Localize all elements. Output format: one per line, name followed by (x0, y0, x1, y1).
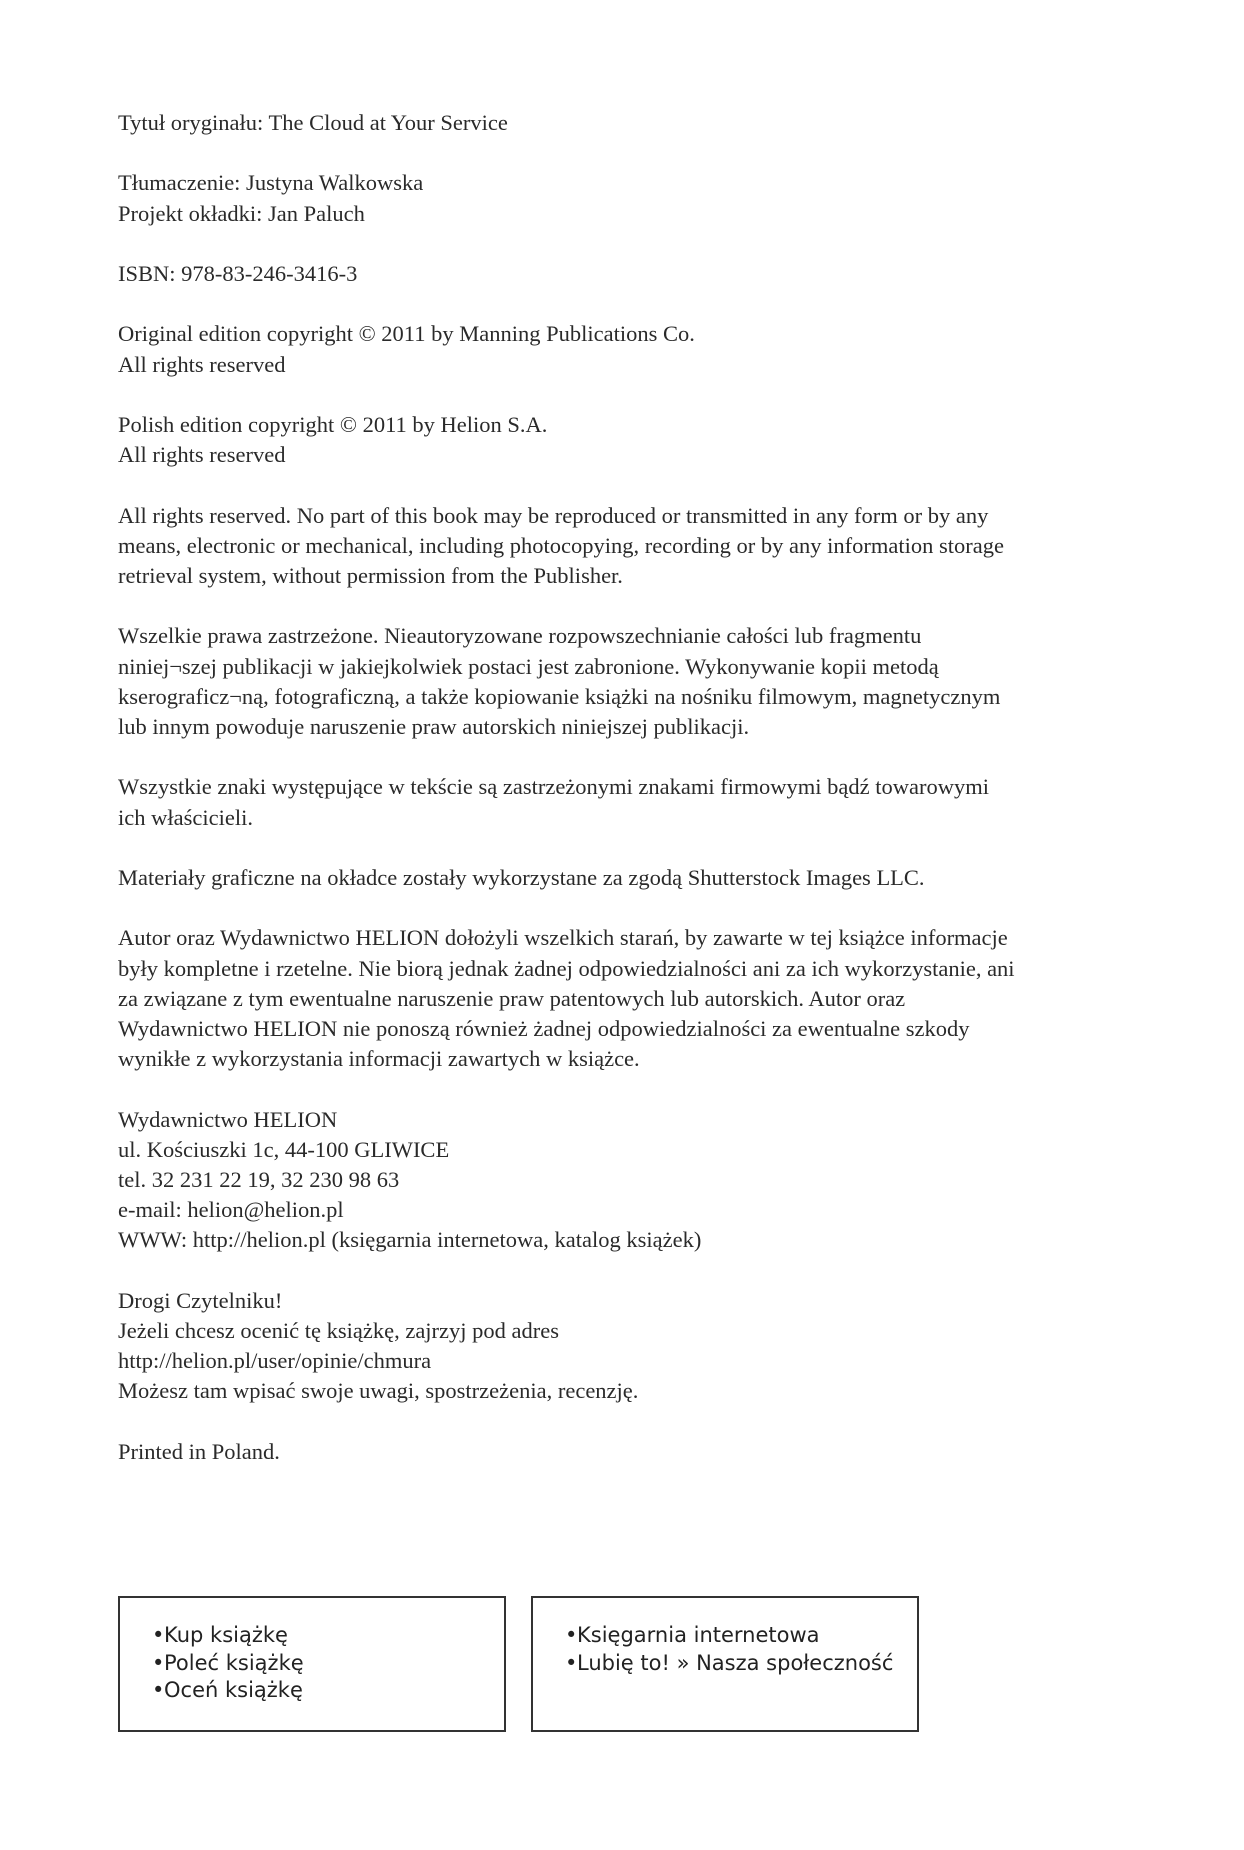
store-links-list (565, 1622, 893, 1677)
polish-copyright-block (118, 410, 1178, 470)
publisher-name: Wydawnictwo HELION (118, 1106, 338, 1132)
recommend-book-link[interactable] (152, 1650, 304, 1678)
online-bookstore-link[interactable] (565, 1622, 893, 1650)
text-line: były kompletne i rzetelne. Nie biorą jednak żadnej odpowiedzialności ani za ich wykorzystanie, ani (118, 955, 1015, 981)
text-line: Wszelkie prawa zastrzeżone. Nieautoryzowane rozpowszechnianie całości lub fragmentu (118, 623, 922, 649)
buy-book-link[interactable] (152, 1622, 304, 1650)
text-line: All rights reserved. No part of this book may be reproduced or transmitted in any form or by any (118, 502, 989, 528)
cover-design-line: Projekt okładki: Jan Paluch (118, 200, 365, 226)
bullet-icon: • (152, 1678, 165, 1702)
rights-polish-paragraph (118, 621, 1178, 742)
text-line: Drogi Czytelniku! (118, 1287, 283, 1313)
bullet-icon: • (152, 1623, 165, 1647)
text-line: Polish edition copyright © 2011 by Helion S.A. (118, 411, 548, 437)
text-line: niniej¬szej publikacji w jakiejkolwiek postaci jest zabronione. Wykonywanie kopii metodą (118, 653, 939, 679)
publisher-phone: tel. 32 231 22 19, 32 230 98 63 (118, 1166, 400, 1192)
printed-in-block (118, 1437, 1178, 1467)
store-links-box (531, 1596, 919, 1732)
publisher-contact-block (118, 1105, 1178, 1256)
text-line: ich właścicieli. (118, 804, 253, 830)
text-line: lub innym powoduje naruszenie praw autorskich niniejszej publikacji. (118, 713, 750, 739)
text-line: kserograficz¬ną, fotograficzną, a także kopiowanie książki na nośniku filmowym, magnetycznym (118, 683, 1001, 709)
imprint-text (118, 108, 1178, 1497)
bullet-icon: • (152, 1650, 165, 1675)
publisher-address: ul. Kościuszki 1c, 44-100 GLIWICE (118, 1136, 450, 1162)
rights-english-paragraph (118, 501, 1178, 592)
text-line: Autor oraz Wydawnictwo HELION dołożyli wszelkich starań, by zawarte w tej książce informacje (118, 925, 1008, 951)
publisher-www: WWW: http://helion.pl (księgarnia internetowa, katalog książek) (118, 1227, 702, 1253)
reader-note-block (118, 1286, 1178, 1407)
text-line: All rights reserved (118, 442, 286, 468)
review-url: http://helion.pl/user/opinie/chmura (118, 1348, 432, 1374)
text-line: Wszystkie znaki występujące w tekście są zastrzeżonymi znakami firmowymi bądź towarowymi (118, 774, 989, 800)
text-line: Printed in Poland. (118, 1438, 280, 1464)
text-line: za związane z tym ewentualne naruszenie praw patentowych lub autorskich. Autor oraz (118, 985, 906, 1011)
original-copyright-block (118, 319, 1178, 379)
translator-line: Tłumaczenie: Justyna Walkowska (118, 170, 424, 196)
rate-book-link[interactable] (152, 1677, 304, 1705)
cover-graphics-paragraph (118, 863, 1178, 893)
text-line: Tytuł oryginału: The Cloud at Your Service (118, 110, 508, 135)
text-line: retrieval system, without permission from the Publisher. (118, 562, 623, 588)
credits-block (118, 168, 1178, 228)
online-bookstore-label: Księgarnia internetowa (577, 1623, 820, 1647)
buy-book-label: Kup książkę (164, 1623, 288, 1647)
community-link[interactable] (565, 1650, 893, 1678)
publisher-email: e-mail: helion@helion.pl (118, 1197, 344, 1223)
bullet-icon: • (565, 1623, 578, 1647)
text-line: means, electronic or mechanical, including photocopying, recording or by any information storage (118, 532, 1004, 558)
community-label: Lubię to! » Nasza społeczność (577, 1650, 894, 1675)
recommend-book-label: Poleć książkę (164, 1650, 304, 1675)
text-line: Original edition copyright © 2011 by Manning Publications Co. (118, 321, 695, 347)
isbn-block (118, 259, 1178, 289)
book-actions-list (152, 1622, 304, 1705)
disclaimer-paragraph (118, 923, 1178, 1074)
original-title-block (118, 108, 1178, 138)
bullet-icon: • (565, 1650, 578, 1675)
text-line: Wydawnictwo HELION nie ponoszą również żadnej odpowiedzialności za ewentualne szkody (118, 1015, 970, 1041)
text-line: Możesz tam wpisać swoje uwagi, spostrzeżenia, recenzję. (118, 1378, 639, 1404)
trademarks-paragraph (118, 772, 1178, 832)
text-line: All rights reserved (118, 351, 286, 377)
rate-book-label: Oceń książkę (164, 1678, 303, 1702)
book-actions-box (118, 1596, 506, 1732)
text-line: wynikłe z wykorzystania informacji zawartych w książce. (118, 1046, 640, 1072)
text-line: Materiały graficzne na okładce zostały wykorzystane za zgodą Shutterstock Images LLC. (118, 864, 925, 890)
text-line: Jeżeli chcesz ocenić tę książkę, zajrzyj pod adres (118, 1317, 560, 1343)
isbn-line: ISBN: 978-83-246-3416-3 (118, 260, 358, 286)
